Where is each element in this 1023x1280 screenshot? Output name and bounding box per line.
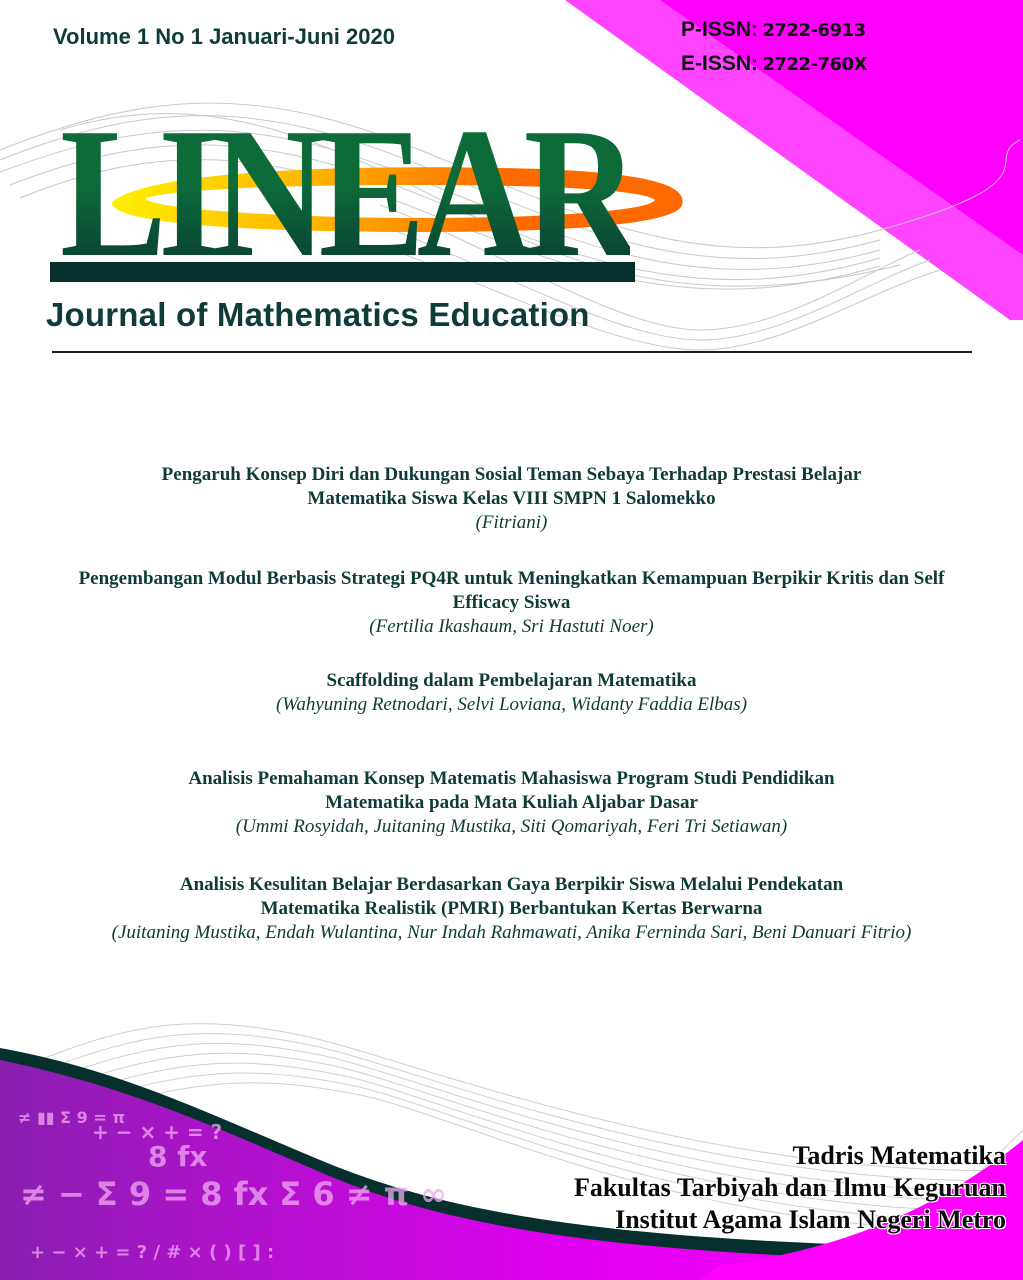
article-title: Matematika Realistik (PMRI) Berbantukan Kertas Berwarna bbox=[260, 898, 763, 919]
article-item bbox=[30, 873, 993, 944]
volume-issue: Volume 1 No 1 Januari-Juni 2020 bbox=[53, 24, 395, 49]
journal-subtitle: Journal of Mathematics Education bbox=[46, 296, 590, 333]
article-authors: (Ummi Rosyidah, Juitaning Mustika, Siti Qomariyah, Feri Tri Setiawan) bbox=[235, 816, 788, 837]
article-title: Pengaruh Konsep Diri dan Dukungan Sosial Teman Sebaya Terhadap Prestasi Belajar bbox=[161, 464, 862, 485]
article-item bbox=[30, 767, 993, 838]
journal-cover: ≠ ▮▮ Σ 9 = π + − × + = ? 8 fx ≠ − Σ 9 = 8 fx Σ 6 ≠ π ∞ + − × + = ? / # × ( ) [ ] : Volume 1 No 1 Januari-Juni 2020 P-ISSN: 2722-6913 E-ISSN: 2722-760X LINEAR Journal of Mathematics Education Pengaruh Konsep Diri dan Dukungan Sosial Teman Sebaya Terhadap Prestasi Belajar Matematika Siswa Kelas VIII SMPN 1 Salomekko (Fitriani) Pengembangan Modul Berbasis Strategi PQ4R untuk Meningkatkan Kemampuan Berpikir Kritis dan Self Efficacy Siswa (Fertilia Ikashaum, Sri Hastuti Noer) Scaffolding dalam Pembelajaran Matematika (Wahyuning Retnodari, Selvi Loviana, Widanty Faddia Elbas) Analisis Pemahaman Konsep Matematis Mahasiswa Program Studi Pendidikan Matematika pada Mata Kuliah Aljabar Dasar (Ummi Rosyidah, Juitaning Mustika, Siti Qomariyah, Feri Tri Setiawan) Analisis Kesulitan Belajar Berdasarkan Gaya Berpikir Siswa Melalui Pendekatan Matematika Realistik (PMRI) Berbantukan Kertas Berwarna (Juitaning Mustika, Endah Wulantina, Nur Indah Rahmawati, Anika Ferninda Sari, Beni Danuari Fitrio) Tadris Matematika Fakultas Tarbiyah dan Ilmu Keguruan Institut Agama Islam Negeri Metro bbox=[0, 0, 1023, 1280]
article-title: Analisis Kesulitan Belajar Berdasarkan Gaya Berpikir Siswa Melalui Pendekatan bbox=[179, 874, 844, 895]
header-divider bbox=[52, 351, 972, 353]
article-authors: (Fertilia Ikashaum, Sri Hastuti Noer) bbox=[369, 616, 654, 637]
institution-name: Institut Agama Islam Negeri Metro bbox=[615, 1205, 1006, 1234]
logo bbox=[46, 90, 686, 296]
p-issn-value: 2722-6913 bbox=[762, 20, 866, 41]
article-authors: (Juitaning Mustika, Endah Wulantina, Nur Indah Rahmawati, Anika Ferninda Sari, Beni Danuari Fitrio) bbox=[111, 922, 912, 943]
article-authors: (Fitriani) bbox=[475, 512, 548, 533]
article-title: Scaffolding dalam Pembelajaran Matematika bbox=[326, 670, 697, 691]
article-title: Analisis Pemahaman Konsep Matematis Mahasiswa Program Studi Pendidikan bbox=[188, 768, 835, 789]
e-issn bbox=[681, 52, 867, 76]
e-issn-label: E-ISSN: bbox=[681, 52, 759, 75]
department-name: Tadris Matematika bbox=[792, 1141, 1006, 1170]
logo-wordmark: LINEAR bbox=[60, 90, 631, 296]
article-title: Matematika Siswa Kelas VIII SMPN 1 Salomekko bbox=[307, 488, 716, 509]
article-item bbox=[30, 669, 993, 716]
article-title: Matematika pada Mata Kuliah Aljabar Dasar bbox=[325, 792, 698, 813]
article-authors: (Wahyuning Retnodari, Selvi Loviana, Widanty Faddia Elbas) bbox=[275, 694, 748, 715]
article-title: Efficacy Siswa bbox=[452, 592, 571, 613]
p-issn-label: P-ISSN: bbox=[681, 18, 759, 41]
article-title: Pengembangan Modul Berbasis Strategi PQ4R untuk Meningkatkan Kemampuan Berpikir Kritis dan Self bbox=[78, 568, 945, 589]
article-item bbox=[30, 463, 993, 534]
p-issn bbox=[681, 18, 866, 42]
article-item bbox=[30, 567, 993, 638]
faculty-name: Fakultas Tarbiyah dan Ilmu Keguruan bbox=[573, 1173, 1006, 1202]
e-issn-value: 2722-760X bbox=[762, 54, 867, 75]
